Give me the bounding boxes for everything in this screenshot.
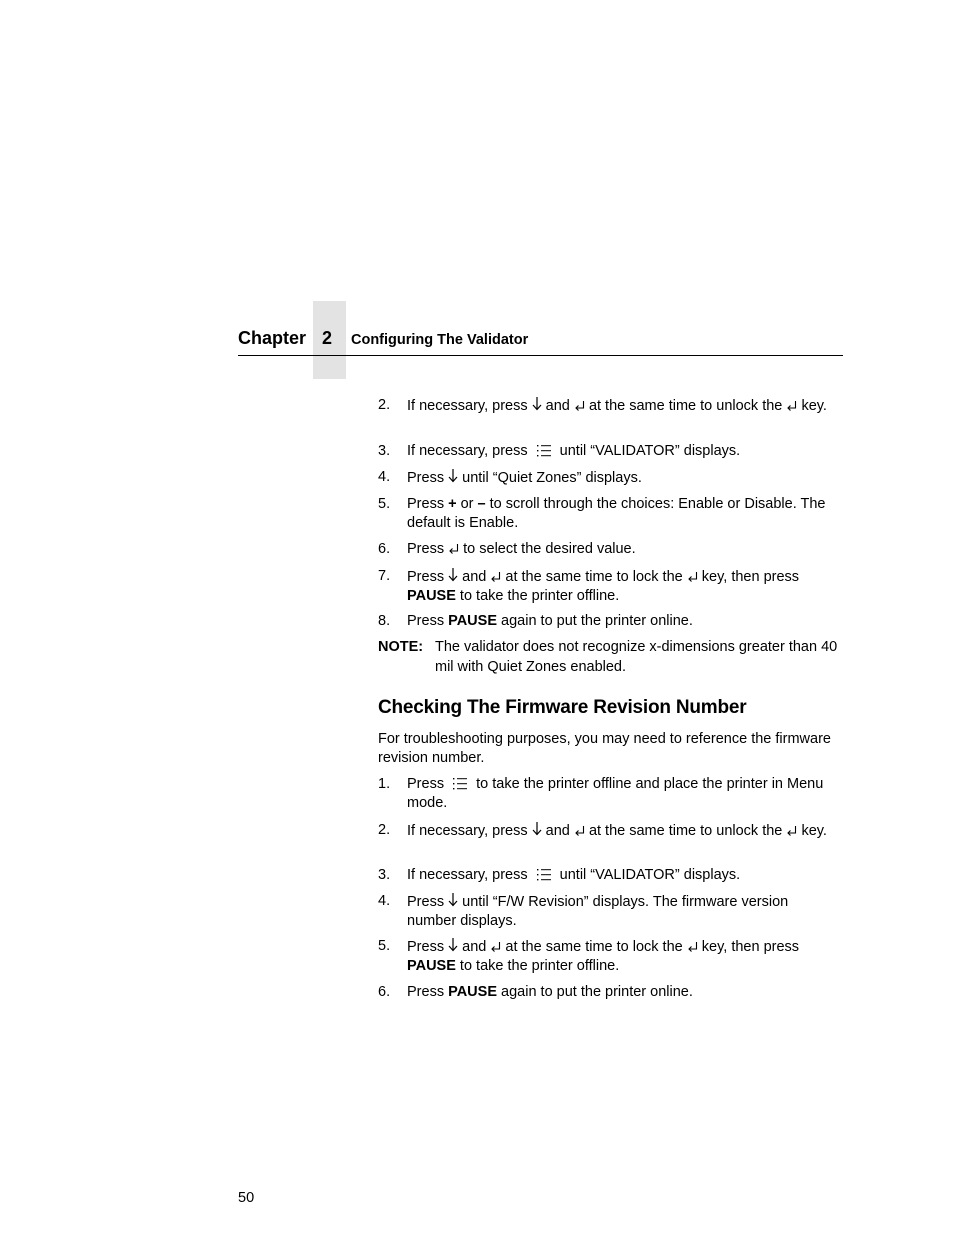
step-b-2: 2. If necessary, press and at the same time to unlock the key. (378, 822, 827, 839)
down-arrow-icon (448, 567, 458, 582)
step-b-6: 6. Press PAUSE again to put the printer online. (378, 984, 693, 1000)
enter-key-icon (574, 399, 585, 411)
step-b-5: 5. Press and at the same time to lock the key, then press PAUSE to take the printer offline. (378, 938, 800, 974)
page-number: 50 (238, 1190, 255, 1206)
enter-key-icon (490, 940, 501, 952)
menu-key-icon (536, 867, 552, 883)
enter-key-icon (448, 542, 459, 554)
note-text: The validator does not recognize x-dimensions greater than 40 mil with Quiet Zones enabled. (435, 639, 838, 675)
down-arrow-icon (532, 821, 542, 836)
enter-key-icon (786, 399, 797, 411)
step-a-7: 7. Press and at the same time to lock the key, then press PAUSE to take the printer offline. (378, 568, 800, 604)
step-number: 2. (378, 397, 391, 413)
step-a-4: 4. Press until “Quiet Zones” displays. (378, 469, 642, 486)
step-b-4: 4. Press until “F/W Revision” displays. The firmware version number displays. (378, 893, 789, 929)
note (378, 637, 838, 677)
step-a-6: 6. Press to select the desired value. (378, 541, 636, 557)
menu-key-icon (536, 443, 552, 459)
step-number: 8. (378, 613, 391, 629)
section-heading: Checking The Firmware Revision Number (378, 697, 747, 718)
section-intro: For troubleshooting purposes, you may need to reference the firmware revision number. (378, 731, 831, 766)
step-a-8: 8. Press PAUSE again to put the printer online. (378, 613, 693, 629)
step-number: 4. (378, 893, 391, 909)
step-b-1: 1. Press to take the printer offline and place the printer in Menu mode. (378, 776, 824, 811)
chapter-number: 2 (322, 328, 333, 348)
step-number: 2. (378, 822, 391, 838)
header-rule (238, 355, 843, 356)
down-arrow-icon (448, 937, 458, 952)
step-number: 7. (378, 568, 391, 584)
step-a-5: 5. Press + or – to scroll through the choices: Enable or Disable. The default is Enable. (378, 496, 826, 531)
enter-key-icon (687, 570, 698, 582)
step-b-3: 3. If necessary, press until “VALIDATOR” displays. (378, 867, 741, 883)
step-number: 6. (378, 541, 391, 557)
chapter-label: Chapter (238, 328, 307, 348)
step-a-3: 3. If necessary, press until “VALIDATOR” displays. (378, 443, 741, 459)
step-number: 4. (378, 469, 391, 485)
enter-key-icon (687, 940, 698, 952)
step-number: 1. (378, 776, 391, 792)
down-arrow-icon (448, 468, 458, 483)
enter-key-icon (574, 824, 585, 836)
chapter-title: Configuring The Validator (351, 332, 529, 348)
enter-key-icon (490, 570, 501, 582)
note-label: NOTE: (378, 639, 424, 655)
step-number: 3. (378, 867, 391, 883)
step-number: 5. (378, 938, 391, 954)
step-number: 3. (378, 443, 391, 459)
step-a-2: 2. If necessary, press and at the same time to unlock the key. (378, 397, 827, 414)
down-arrow-icon (448, 892, 458, 907)
menu-key-icon (452, 776, 468, 792)
down-arrow-icon (532, 396, 542, 411)
step-number: 5. (378, 496, 391, 512)
enter-key-icon (786, 824, 797, 836)
step-number: 6. (378, 984, 391, 1000)
